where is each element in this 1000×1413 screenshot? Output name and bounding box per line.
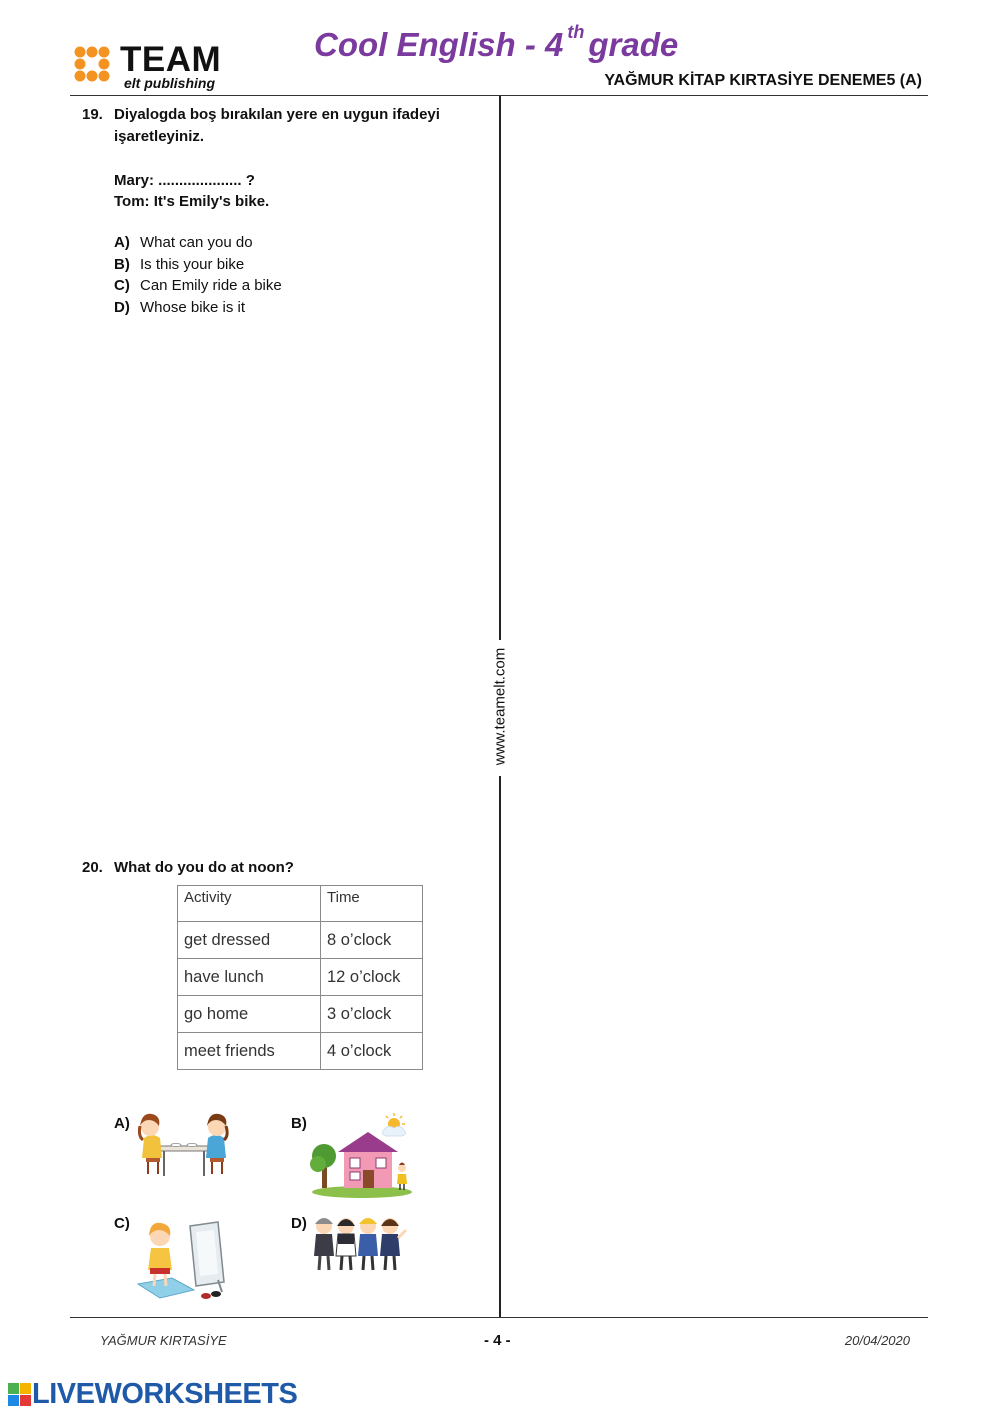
table-cell: have lunch: [178, 959, 321, 996]
girls-eating-lunch-icon[interactable]: [134, 1108, 234, 1180]
page-number: - 4 -: [484, 1332, 511, 1349]
schedule-table: [177, 885, 423, 1070]
table-row: [178, 996, 423, 1033]
page-title: Cool English - 4 $^{th}$ grade: [314, 22, 679, 63]
footer-date: 20/04/2020: [844, 1333, 910, 1348]
dialog-line-mary: Mary: .................... ?: [114, 172, 255, 189]
table-cell: 3 o’clock: [321, 996, 423, 1033]
q19-option-a[interactable]: A) What can you do: [114, 234, 253, 251]
girl-getting-dressed-icon[interactable]: [134, 1218, 230, 1302]
table-row: [178, 1033, 423, 1070]
table-row: [178, 922, 423, 959]
table-cell: 4 o’clock: [321, 1033, 423, 1070]
question-20-number: 20.: [82, 859, 103, 876]
dialog-line-tom: Tom: It's Emily's bike.: [114, 193, 270, 210]
table-header-cell: Activity: [178, 886, 321, 922]
q19-option-d[interactable]: D) Whose bike is it: [114, 299, 246, 316]
q19-option-c[interactable]: C) Can Emily ride a bike: [114, 277, 282, 294]
table-cell: 8 o’clock: [321, 922, 423, 959]
question-19-dialog: [114, 170, 269, 212]
house-going-home-icon[interactable]: [310, 1112, 414, 1200]
table-cell: 12 o’clock: [321, 959, 423, 996]
question-20-prompt: What do you do at noon?: [114, 859, 294, 876]
q20-option-a-label[interactable]: A): [114, 1115, 130, 1132]
logo-subtitle: elt publishing: [124, 75, 215, 91]
question-19-prompt: Diyalogda boş bırakılan yere en uygun ifadeyi işaretleyiniz.: [114, 106, 440, 145]
liveworksheets-brand[interactable]: LIVEWORKSHEETS: [32, 1378, 298, 1410]
table-cell: go home: [178, 996, 321, 1033]
liveworksheets-logo-icon: [8, 1383, 32, 1407]
group-of-friends-icon[interactable]: [310, 1210, 410, 1276]
q20-option-b-label[interactable]: B): [291, 1115, 307, 1132]
q20-option-c-label[interactable]: C): [114, 1215, 130, 1232]
question-19-number: 19.: [82, 106, 103, 123]
q19-option-b[interactable]: B) Is this your bike: [114, 256, 245, 273]
q20-option-d-label[interactable]: D): [291, 1215, 307, 1232]
footer-publisher: YAĞMUR KIRTASİYE: [100, 1333, 227, 1348]
logo-wordmark: TEAM: [120, 40, 222, 79]
table-header-row: [178, 886, 423, 922]
exam-subtitle: YAĞMUR KİTAP KIRTASİYE DENEME5 (A): [604, 72, 922, 89]
website-label: www.teamelt.com: [491, 647, 509, 766]
footer-divider: [70, 1317, 928, 1318]
table-cell: get dressed: [178, 922, 321, 959]
table-row: [178, 959, 423, 996]
table-header-cell: Time: [321, 886, 423, 922]
table-cell: meet friends: [178, 1033, 321, 1070]
